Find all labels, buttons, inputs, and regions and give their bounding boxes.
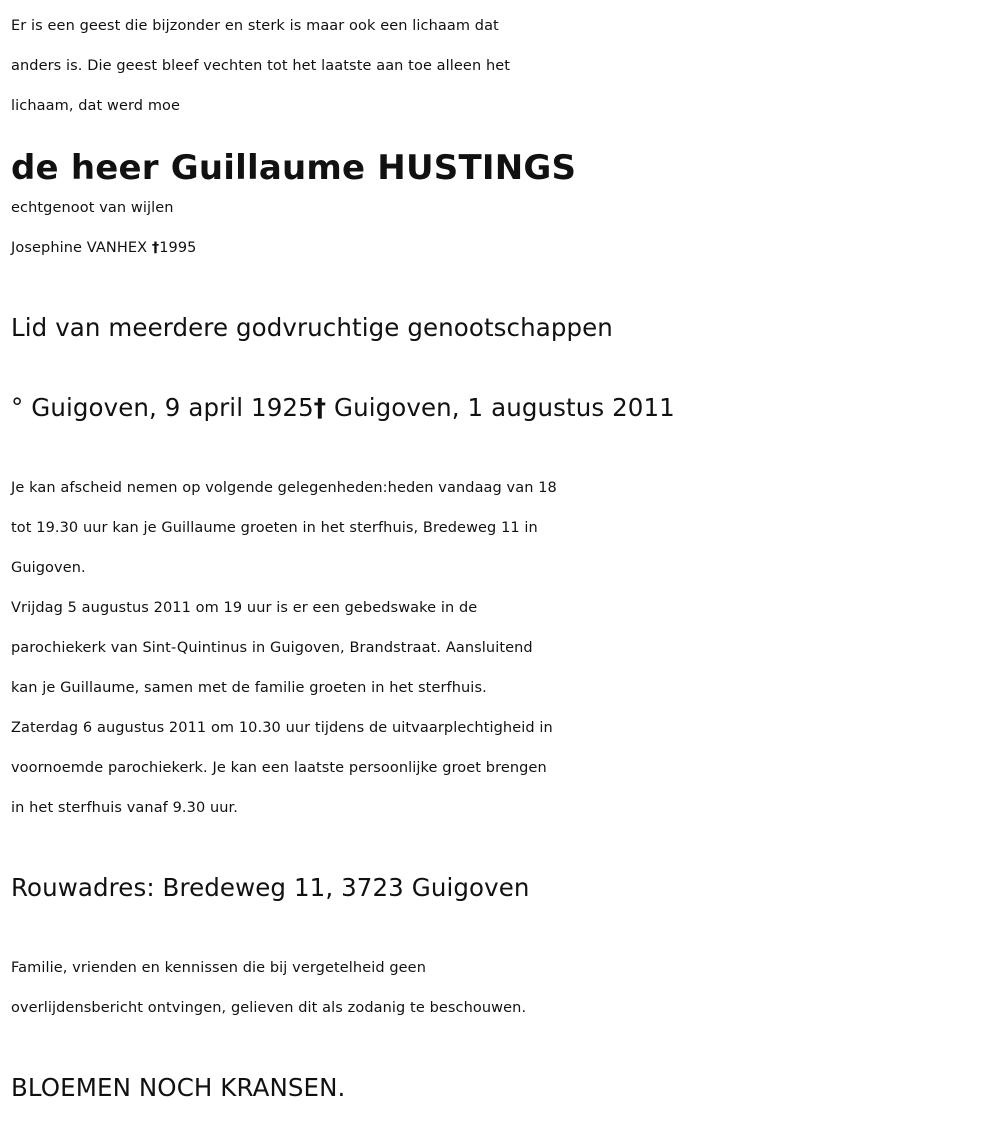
birth-symbol: ° (11, 393, 24, 422)
flowers-notice: BLOEMEN NOCH KRANSEN. (11, 1073, 346, 1102)
spouse-death-year: 1995 (159, 240, 197, 256)
quote-line: anders is. Die geest bleef vechten tot het laatste aan toe alleen het (11, 58, 511, 74)
quote-line: Er is een geest die bijzonder en sterk is maar ook een lichaam dat (11, 18, 499, 34)
life-dates (11, 388, 996, 428)
farewell-line: parochiekerk van Sint-Quintinus in Guigoven, Brandstraat. Aansluitend (11, 640, 533, 656)
spouse-info (11, 188, 996, 268)
opening-quote (11, 6, 996, 126)
notice-line: Familie, vrienden en kennissen die bij vergetelheid geen (11, 960, 426, 976)
cross-icon: † (313, 393, 327, 422)
mourning-address: Rouwadres: Bredeweg 11, 3723 Guigoven (11, 873, 530, 902)
family-notice (11, 948, 996, 1028)
farewell-line: Guigoven. (11, 560, 86, 576)
farewell-line: kan je Guillaume, samen met de familie groeten in het sterfhuis. (11, 680, 487, 696)
cross-icon: † (151, 240, 160, 256)
spouse-name: Josephine VANHEX (11, 240, 148, 256)
death-date: Guigoven, 1 augustus 2011 (334, 393, 675, 422)
birth-date: Guigoven, 9 april 1925 (31, 393, 314, 422)
farewell-details (11, 468, 996, 828)
notice-line: overlijdensbericht ontvingen, gelieven dit als zodanig te beschouwen. (11, 1000, 527, 1016)
farewell-line: Vrijdag 5 augustus 2011 om 19 uur is er een gebedswake in de (11, 600, 478, 616)
farewell-line: Zaterdag 6 augustus 2011 om 10.30 uur tijdens de uitvaarplechtigheid in (11, 720, 553, 736)
deceased-name: de heer Guillaume HUSTINGS (11, 148, 577, 188)
membership: Lid van meerdere godvruchtige genootschappen (11, 313, 613, 342)
quote-line: lichaam, dat werd moe (11, 98, 181, 114)
obituary-text (11, 6, 996, 1108)
spouse-line (11, 228, 996, 268)
farewell-line: in het sterfhuis vanaf 9.30 uur. (11, 800, 239, 816)
farewell-line: tot 19.30 uur kan je Guillaume groeten in het sterfhuis, Bredeweg 11 in (11, 520, 538, 536)
farewell-line: Je kan afscheid nemen op volgende gelegenheden:heden vandaag van 18 (11, 480, 557, 496)
relation-text: echtgenoot van wijlen (11, 200, 174, 216)
farewell-line: voornoemde parochiekerk. Je kan een laatste persoonlijke groet brengen (11, 760, 547, 776)
